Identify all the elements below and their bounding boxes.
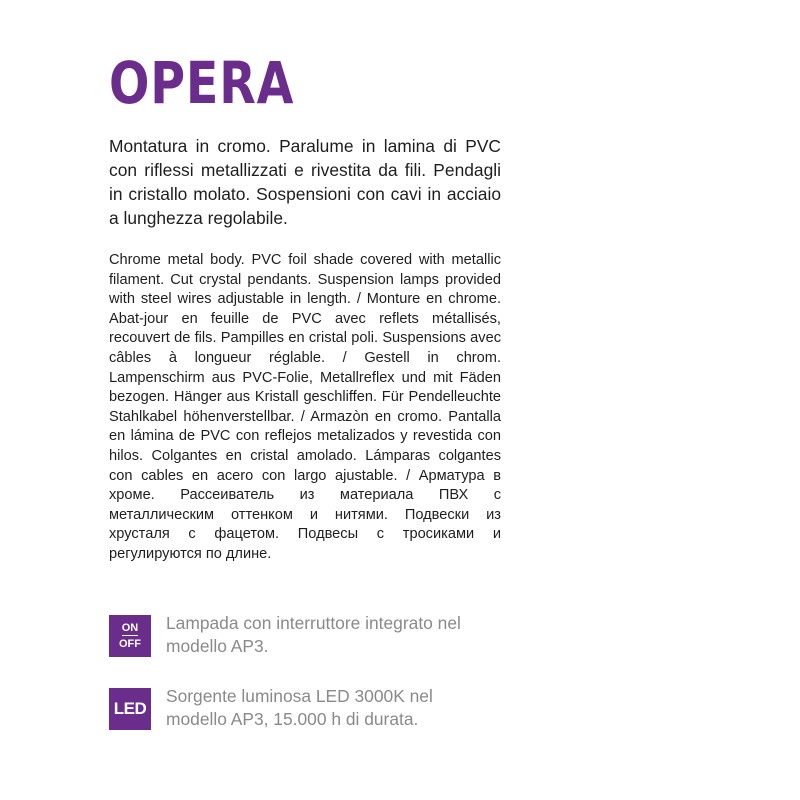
- feature-onoff-line2: modello AP3.: [166, 636, 269, 656]
- feature-led: [109, 685, 529, 731]
- description-multilingual: Chrome metal body. PVC foil shade covered with metallic filament. Cut crystal pendants. Suspension lamps provided with steel wires adjustable in length. / Monture en chrome. Abat-jour en feuille de PVC avec reflets métallisés, recouvert de fils. Pampilles en cristal poli. Suspensions avec câbles à longueur réglable. / Gestell in chrom. Lampenschirm aus PVC-Folie, Metallreflex und mit Fäden bezogen. Hänger aus Kristall geschliffen. Für Pendelleuchte Stahlkabel höhenverstellbar. / Armazòn en cromo. Pantalla en lámina de PVC con reflejos metalizados y revestida con hilos. Colgantes en cristal amolado. Lámparas colgantes con cables en acero con largo ajustable. / Арматура в хроме. Рассеиватель из материала ПВХ с металлическим оттенком и нитями. Подвески из хрусталя с фацетом. Подвесы с тросиками и регулируются по длине.: [109, 252, 501, 562]
- feature-onoff-line1: Lampada con interruttore integrato nel: [166, 613, 461, 633]
- feature-led-line1: Sorgente luminosa LED 3000K nel: [166, 686, 433, 706]
- feature-onoff-text: [166, 612, 461, 658]
- product-title: OPERA: [109, 49, 295, 117]
- on-off-icon: [109, 615, 151, 657]
- badge-on-label: ON: [121, 622, 139, 634]
- feature-led-text: [166, 685, 433, 731]
- feature-led-line2: modello AP3, 15.000 h di durata.: [166, 709, 419, 729]
- led-icon: LED: [109, 688, 151, 730]
- badge-off-label: OFF: [119, 638, 141, 650]
- feature-onoff: [109, 612, 529, 658]
- intro-italian: Montatura in cromo. Paralume in lamina di PVC con riflessi metallizzati e rivestita da fili. Pendagli in cristallo molato. Sospensioni con cavi in acciaio a lunghezza regolabile.: [109, 136, 501, 228]
